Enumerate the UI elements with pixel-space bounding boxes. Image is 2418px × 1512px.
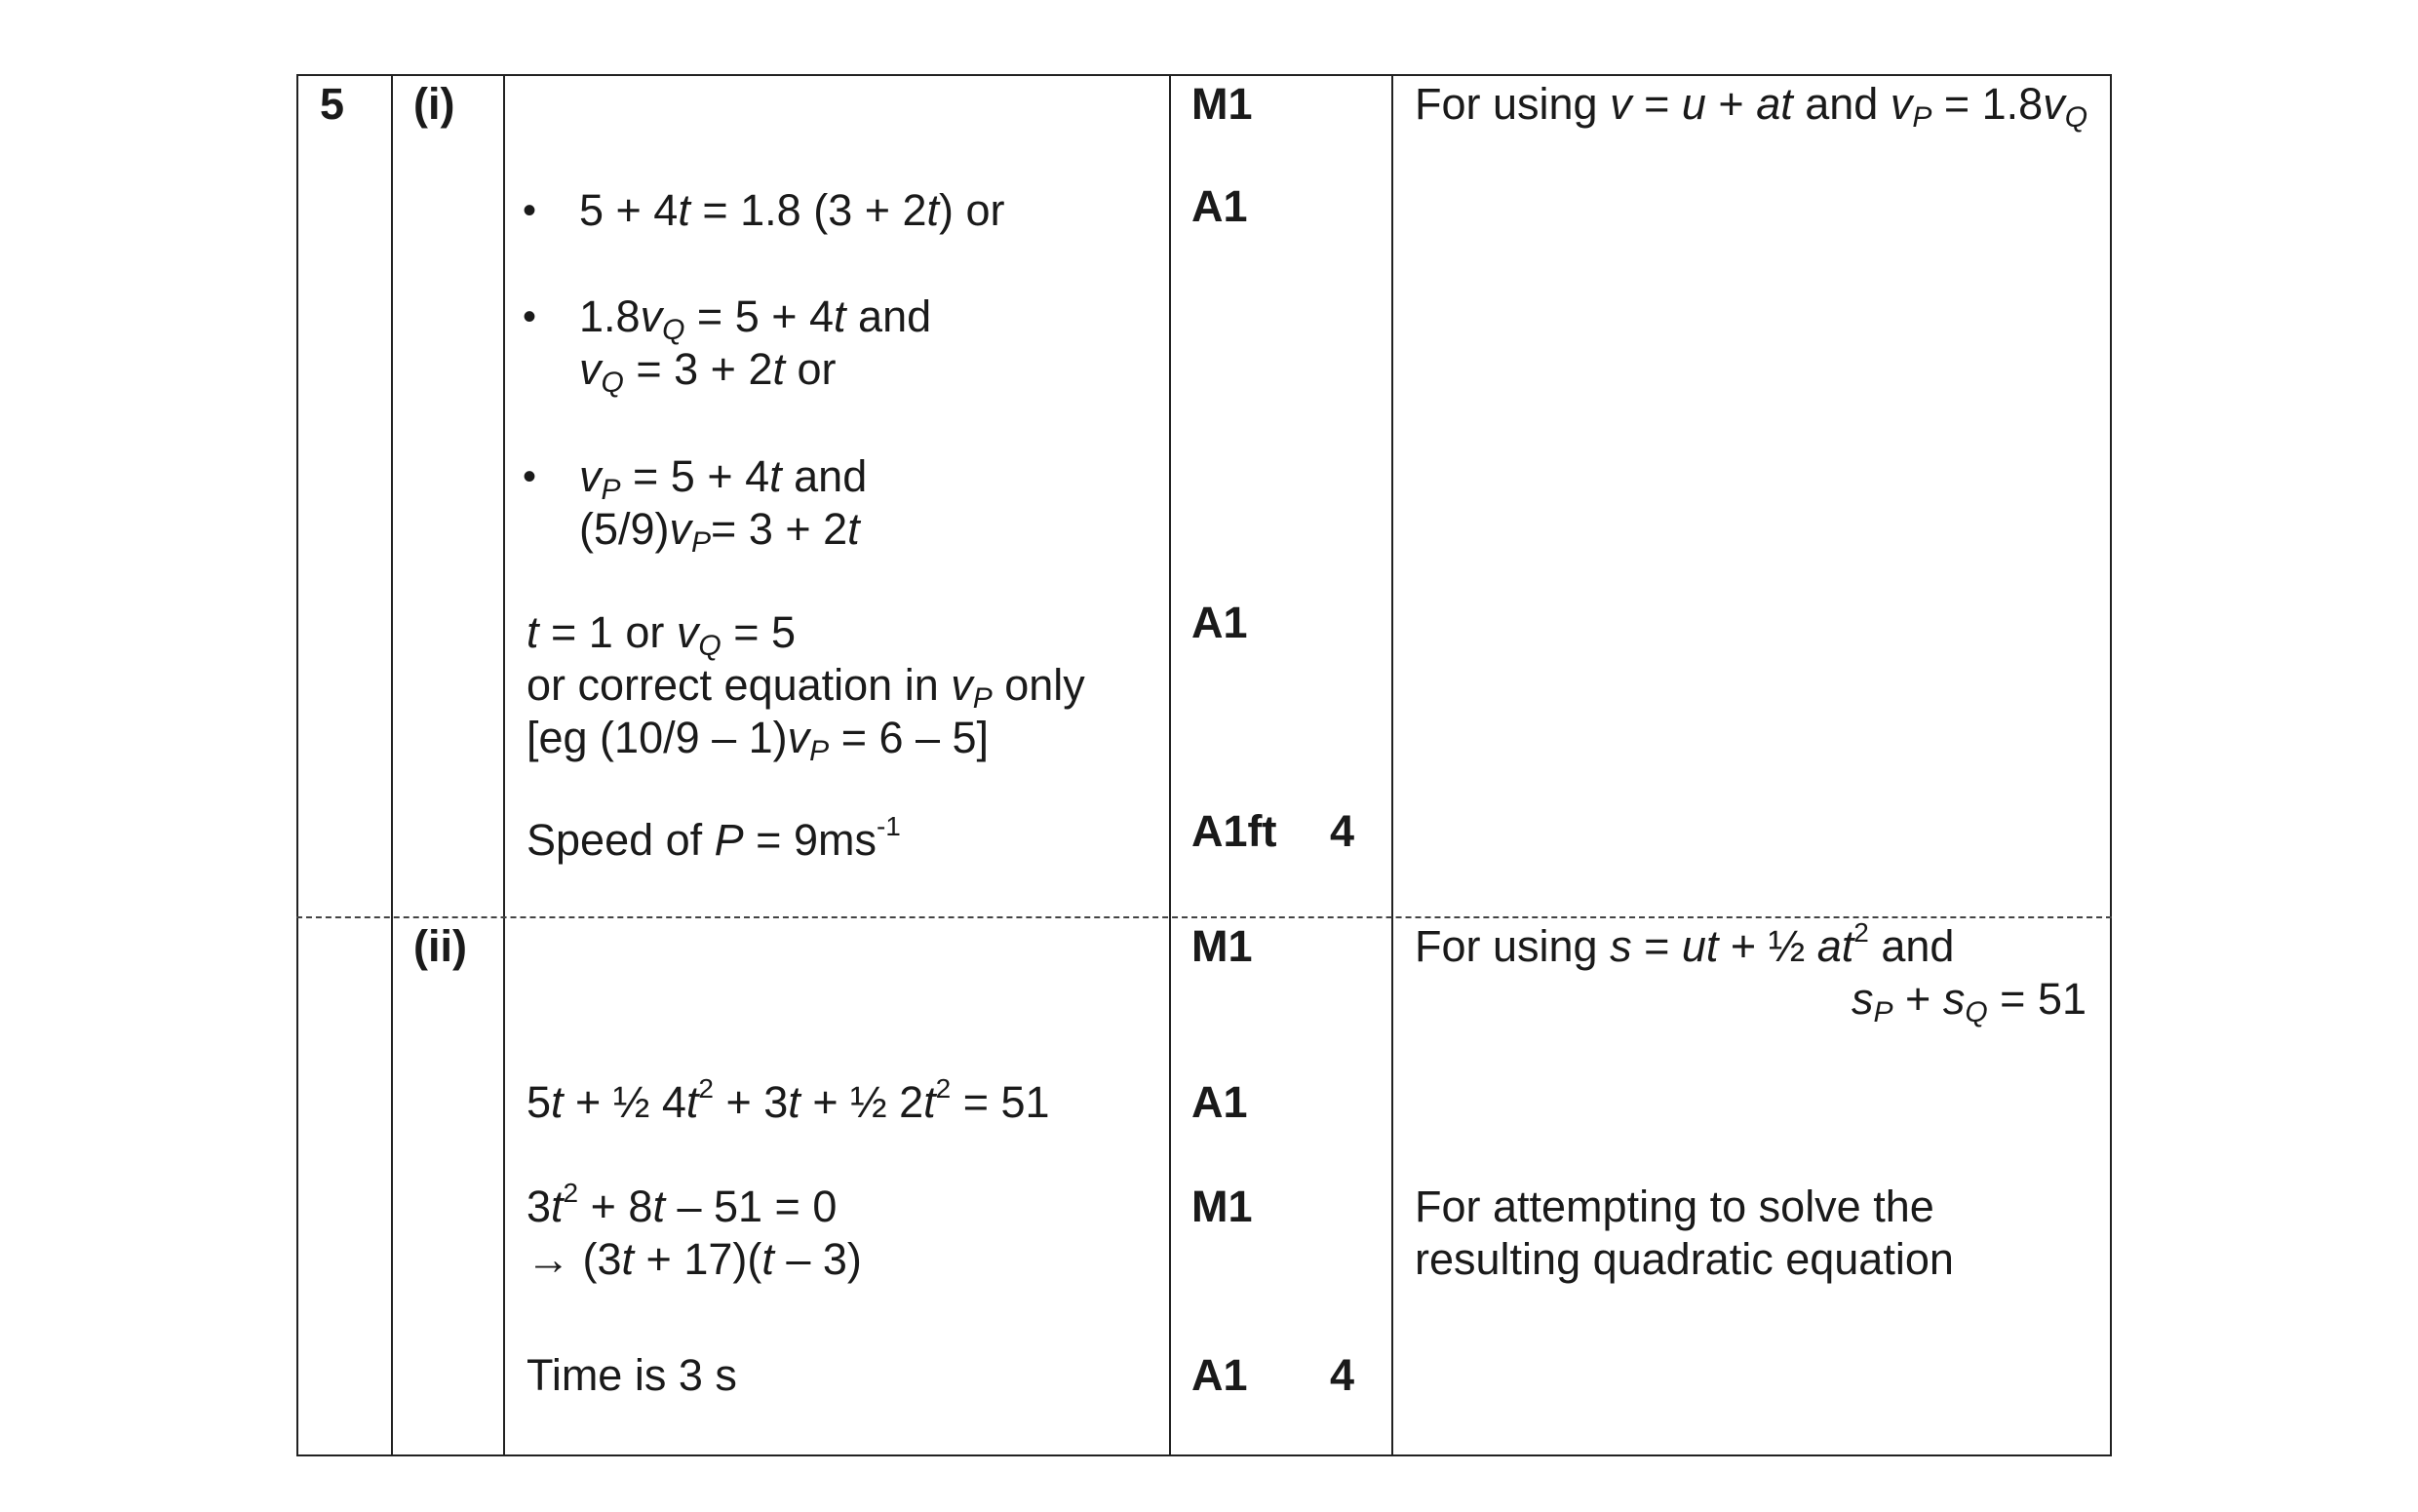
mark: A1 — [1191, 598, 1248, 647]
mark: A1 — [1191, 1350, 1248, 1400]
working-line: $v_Q = 3 + 2t$ or — [579, 344, 837, 399]
working-line: [eg $(10/9 - 1)v_P = 6 - 5$] — [526, 713, 990, 767]
working-line: or correct equation in $v_P$ only — [526, 660, 1085, 715]
working-line: → (3t + 17)(t – 3) — [526, 1234, 862, 1284]
column-divider — [503, 74, 505, 1456]
mark: M1 — [1191, 921, 1253, 971]
question-number: 5 — [320, 79, 345, 129]
column-divider — [1391, 74, 1393, 1456]
mark: M1 — [1191, 79, 1253, 129]
total-mark: 4 — [1330, 806, 1355, 856]
bullet-icon: • — [523, 189, 537, 232]
part-i-label: (i) — [413, 79, 455, 129]
working-line: 5t + ½ $4t^2 + 3t$ + ½ $2t^2 = 51$ — [526, 1073, 1050, 1127]
bullet-icon: • — [523, 455, 537, 498]
comment: For using s = ut + ½ $at^2$ and — [1415, 917, 1955, 971]
comment: For attempting to solve the — [1415, 1182, 1934, 1231]
mark: A1ft — [1191, 806, 1277, 856]
working-line: $1.8v_Q = 5 + 4t$ and — [579, 291, 932, 346]
comment: For using v = u + at and $v_P = 1.8v_Q$ — [1415, 79, 2088, 134]
working-line: $3t^2 + 8t - 51 = 0$ — [526, 1178, 838, 1231]
working-line: Speed of $P = 9ms^{-1}$ — [526, 811, 901, 865]
part-separator — [296, 916, 2112, 918]
mark: M1 — [1191, 1182, 1253, 1231]
working-line: 5 + 4t = 1.8 (3 + 2t) or — [579, 185, 1005, 235]
working-line: Time is 3 s — [526, 1350, 737, 1400]
comment: resulting quadratic equation — [1415, 1234, 1954, 1284]
part-ii-label: (ii) — [413, 921, 467, 971]
mark: A1 — [1191, 1077, 1248, 1127]
working-line: t = 1 or $v_Q = 5$ — [526, 607, 796, 662]
total-mark: 4 — [1330, 1350, 1355, 1400]
working-line: $(5/9)v_P= 3 + 2t$ — [579, 504, 860, 559]
column-divider — [391, 74, 393, 1456]
column-divider — [1169, 74, 1171, 1456]
mark: A1 — [1191, 181, 1248, 231]
working-line: $v_P = 5 + 4t$ and — [579, 451, 868, 506]
comment: $s_P + s_Q = 51$ — [1852, 974, 2086, 1028]
bullet-icon: • — [523, 295, 537, 338]
